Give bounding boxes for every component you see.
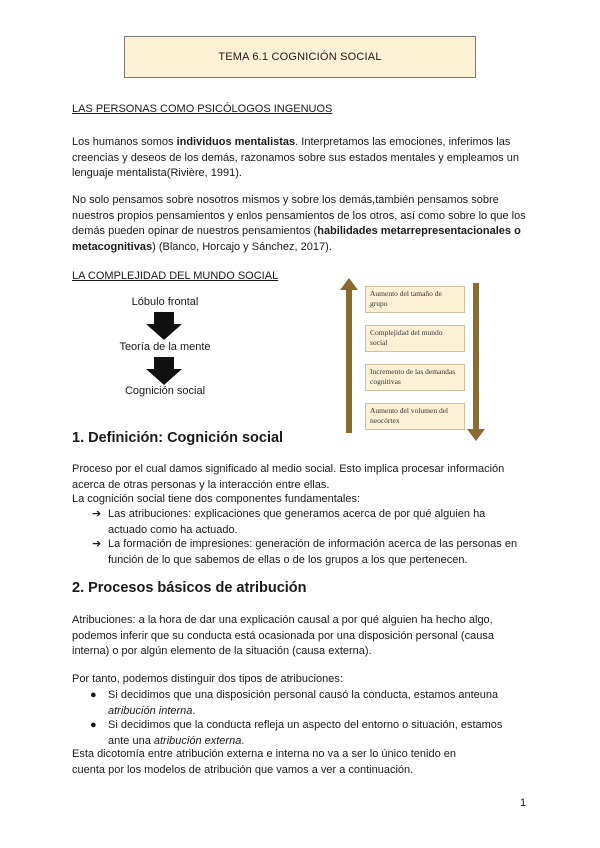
types-intro: Por tanto, podemos distinguir dos tipos de atribuciones: [72,673,343,685]
down-arrow-head [467,429,485,441]
section-heading-complejidad: LA COMPLEJIDAD DEL MUNDO SOCIAL [72,270,279,282]
p2-bold: habilidades metarrepresentacionales o metacognitivas [72,225,521,253]
definition-paragraph: Proceso por el cual damos significado al medio social. Esto implica procesar información acerca de otras personas y la interacción entre ellas. [72,463,505,491]
bullet-2-text: Si decidimos que la conducta refleja un aspecto del entorno o situación, estamos ante una [108,719,503,747]
heading-procesos: 2. Procesos básicos de atribución [72,580,307,596]
p1-text-start: Los humanos somos [72,136,177,148]
bullet-2-italic: atribución externa [153,734,242,747]
right-arrow-shaft [473,283,479,431]
attribution-paragraph: Atribuciones: a la hora de dar una explicación causal a por qué alguien ha hecho algo, podemos inferir que su conducta está ocasionada por una disposición personal (causa interna) o por algún elemento de la situación (causa externa). [72,614,494,657]
arrow-bullet-icon: ➔ [92,508,102,520]
evolution-box-neocortex: Aumento del volumen del neocórtex [365,403,465,430]
flow-label-teoria: Teoría de la mente [119,341,211,353]
flow-label-cognicion: Cognición social [124,385,206,397]
bullet-1-text: Si decidimos que una disposición personal causó la conducta, estamos anteuna [108,689,499,701]
paragraph-mentalistas [72,135,527,182]
bullet-2-end: . [241,734,245,747]
left-arrow-shaft [346,288,352,433]
heading-definicion: 1. Definición: Cognición social [72,430,284,446]
bullet-1-italic: atribución interna [108,704,193,717]
flow-arrow-2 [146,357,182,385]
flow-arrow-1 [146,312,182,340]
list-item-impresiones: La formación de impresiones: generación de información acerca de las personas en función de lo que sabemos de ellas o de los grupos a los que pertenecen. [108,538,518,566]
title-box [124,36,476,78]
flow-label-lobulo: Lóbulo frontal [131,296,199,308]
evolution-box-complejidad: Complejidad del mundo social [365,325,465,352]
bullet-dot-icon: ● [90,719,97,731]
document-title: TEMA 6.1 COGNICIÓN SOCIAL [218,51,382,63]
bullet-1-end: . [192,704,196,717]
p2-text-start: No solo pensamos sobre nosotros mismos y sobre los demás,también pensamos sobre nuestros propios pensamientos y enlos pensamientos de los otros, así como sobre lo que los demás pueden opinar de nuestros pensamientos ( [72,194,526,237]
section-heading-psicologos: LAS PERSONAS COMO PSICÓLOGOS INGENUOS [72,103,333,115]
p1-text-end: . Interpretamos las emociones, inferimos las creencias y deseos de los demás, razonamos sobre sus estados mentales y empleamos un lenguaje mentalista(Rivière, 1991). [72,136,519,179]
bullet-atribucion-interna [108,688,523,719]
bullet-atribucion-externa [108,718,523,749]
closing-paragraph: Esta dicotomía entre atribución externa e interna no va a ser lo único tenido en cuenta por los modelos de atribución que vamos a ver a continuación. [72,748,457,776]
arrow-bullet-icon: ➔ [92,538,102,550]
page-number: 1 [520,797,527,809]
list-item-atribuciones: Las atribuciones: explicaciones que generamos acerca de por qué alguien ha actuado como ha actuado. [108,508,486,536]
p1-bold: individuos mentalistas [176,136,296,148]
paragraph-metacognitivas [72,193,527,255]
p2-text-end: ) (Blanco, Horcajo y Sánchez, 2017). [152,240,332,253]
bullet-dot-icon: ● [90,689,97,701]
evolution-box-demandas: Incremento de las demandas cognitivas [365,364,465,391]
up-arrow-head [340,278,358,290]
evolution-box-grupo: Aumento del tamaño de grupo [365,286,465,313]
components-intro: La cognición social tiene dos componentes fundamentales: [72,493,361,505]
